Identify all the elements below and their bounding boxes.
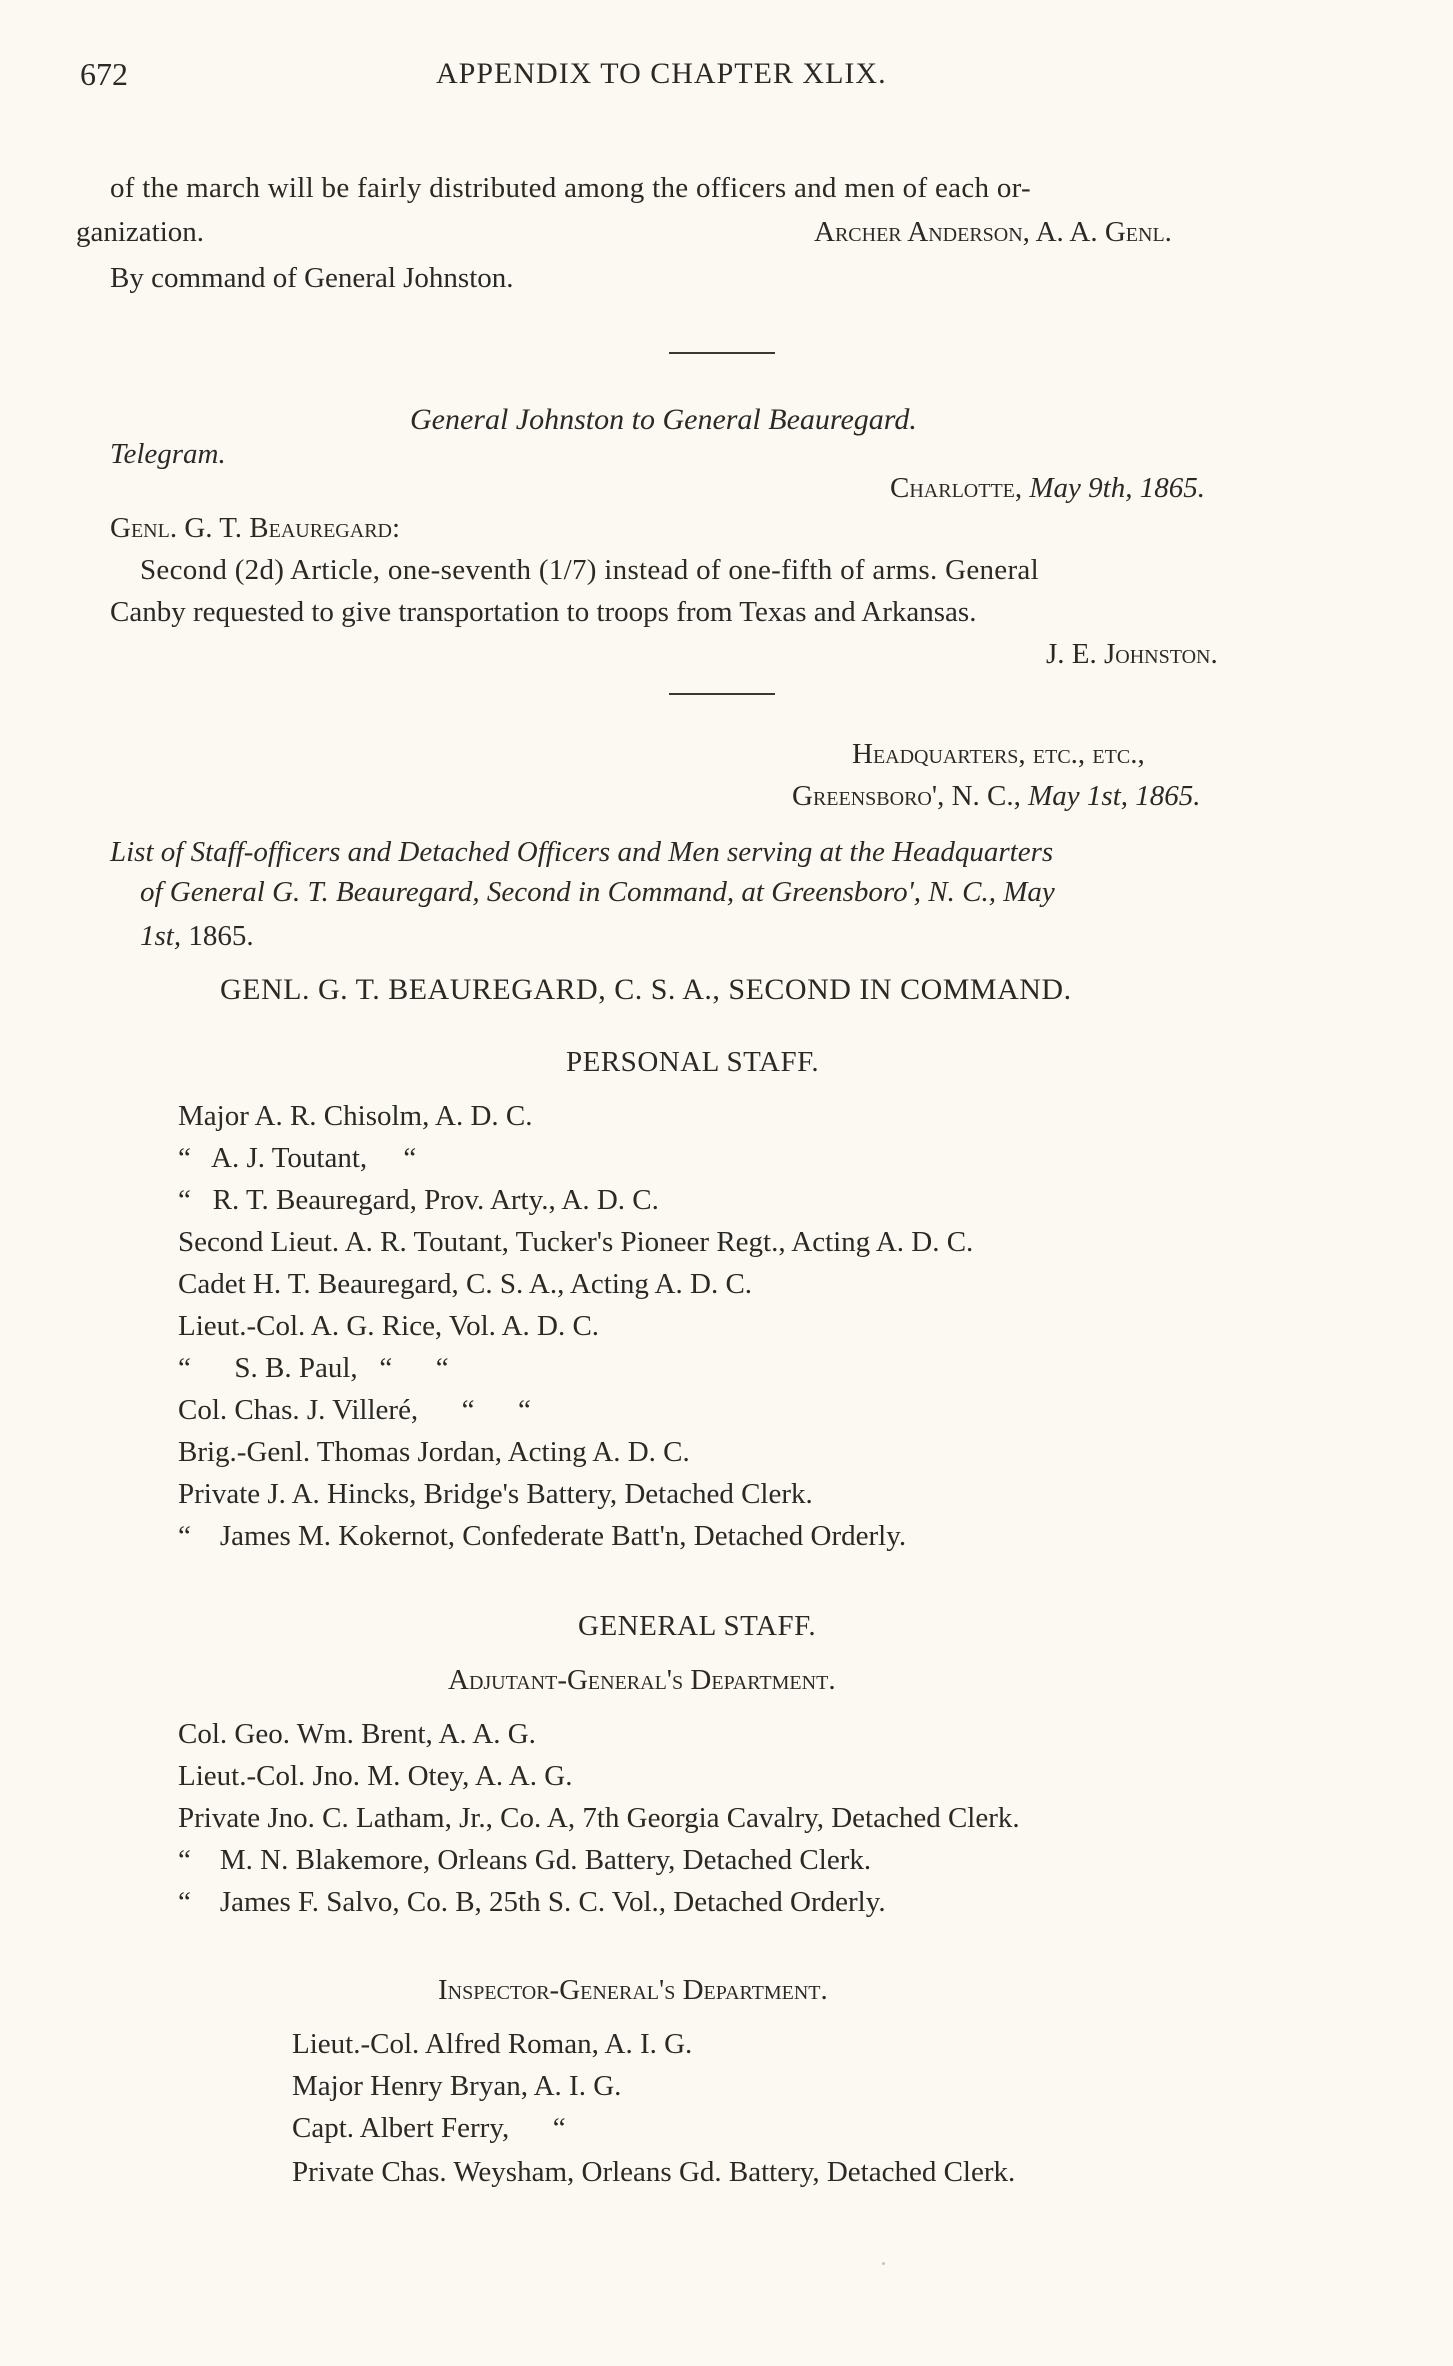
list-item: Col. Geo. Wm. Brent, A. A. G. — [178, 1718, 536, 1750]
list-item: “ S. B. Paul, “ “ — [178, 1352, 449, 1384]
order-text-line-2: ganization. — [76, 216, 205, 248]
list-item: “ A. J. Toutant, “ — [178, 1142, 417, 1174]
telegram-addressee-text: Genl. G. T. Beauregard: — [110, 512, 401, 544]
telegram-heading: General Johnston to General Beauregard. — [410, 403, 917, 436]
order-text-line-1: of the march will be fairly distributed among the officers and men of each or- — [110, 172, 1031, 204]
list-item: Private Jno. C. Latham, Jr., Co. A, 7th Georgia Cavalry, Detached Clerk. — [178, 1802, 1020, 1834]
list-item: Capt. Albert Ferry, “ — [292, 2112, 566, 2144]
adjutant-heading: Adjutant-General's Department. — [448, 1664, 836, 1696]
telegram-body-line-2: Canby requested to give transportation to troops from Texas and Arkansas. — [110, 596, 977, 628]
list-title-year: 1865. — [188, 920, 254, 952]
telegram-dateline — [890, 470, 1205, 506]
list-title-line-2: of General G. T. Beauregard, Second in Command, at Greensboro', N. C., May — [140, 876, 1055, 908]
list-item: Lieut.-Col. Alfred Roman, A. I. G. — [292, 2028, 693, 2060]
general-staff-heading: GENERAL STAFF. — [578, 1610, 817, 1642]
inspector-heading: Inspector-General's Department. — [438, 1974, 828, 2006]
list-item: “ M. N. Blakemore, Orleans Gd. Battery, Detached Clerk. — [178, 1844, 872, 1876]
list-item: Lieut.-Col. Jno. M. Otey, A. A. G. — [178, 1760, 573, 1792]
hq-date: May 1st, 1865. — [1028, 780, 1201, 812]
telegram-body-line-1: Second (2d) Article, one-seventh (1/7) instead of one-fifth of arms. General — [140, 554, 1039, 586]
list-item: “ R. T. Beauregard, Prov. Arty., A. D. C. — [178, 1184, 659, 1216]
hq-line-1: Headquarters, etc., etc., — [852, 738, 1145, 770]
running-head: APPENDIX TO CHAPTER XLIX. — [436, 57, 887, 90]
list-item: Lieut.-Col. A. G. Rice, Vol. A. D. C. — [178, 1310, 600, 1342]
list-item: Major Henry Bryan, A. I. G. — [292, 2070, 622, 2102]
hq-line-2 — [792, 778, 1201, 814]
list-title-date: 1st, — [140, 920, 182, 952]
section-divider-1 — [669, 352, 775, 354]
list-item: Private Chas. Weysham, Orleans Gd. Battery, Detached Clerk. — [292, 2156, 1016, 2188]
section-divider-2 — [669, 693, 775, 695]
order-command: By command of General Johnston. — [110, 262, 514, 294]
hq-place: Greensboro', N. C., — [792, 780, 1021, 812]
list-item: “ James M. Kokernot, Confederate Batt'n, Detached Orderly. — [178, 1520, 907, 1552]
commander-heading: GENL. G. T. BEAUREGARD, C. S. A., SECOND IN COMMAND. — [220, 973, 1072, 1006]
page-number: 672 — [80, 56, 128, 92]
telegram-signature: J. E. Johnston. — [1046, 638, 1218, 670]
telegram-date: May 9th, 1865. — [1029, 472, 1205, 504]
list-title-line-3 — [140, 918, 254, 954]
list-item: Cadet H. T. Beauregard, C. S. A., Acting A. D. C. — [178, 1268, 753, 1300]
telegram-addressee — [110, 510, 400, 546]
list-item: Major A. R. Chisolm, A. D. C. — [178, 1100, 533, 1132]
list-item: Second Lieut. A. R. Toutant, Tucker's Pioneer Regt., Acting A. D. C. — [178, 1226, 974, 1258]
list-item: Brig.-Genl. Thomas Jordan, Acting A. D. C. — [178, 1436, 690, 1468]
personal-staff-heading: PERSONAL STAFF. — [566, 1046, 820, 1078]
telegram-label: Telegram. — [110, 438, 226, 470]
order-signature: Archer Anderson, A. A. Genl. — [814, 216, 1172, 248]
paper-speck — [882, 2262, 885, 2265]
list-item: Private J. A. Hincks, Bridge's Battery, Detached Clerk. — [178, 1478, 813, 1510]
list-item: “ James F. Salvo, Co. B, 25th S. C. Vol., Detached Orderly. — [178, 1886, 886, 1918]
list-item: Col. Chas. J. Villeré, “ “ — [178, 1394, 531, 1426]
telegram-place: Charlotte, — [890, 472, 1023, 504]
list-title-line-1: List of Staff-officers and Detached Officers and Men serving at the Headquarters — [110, 836, 1054, 868]
